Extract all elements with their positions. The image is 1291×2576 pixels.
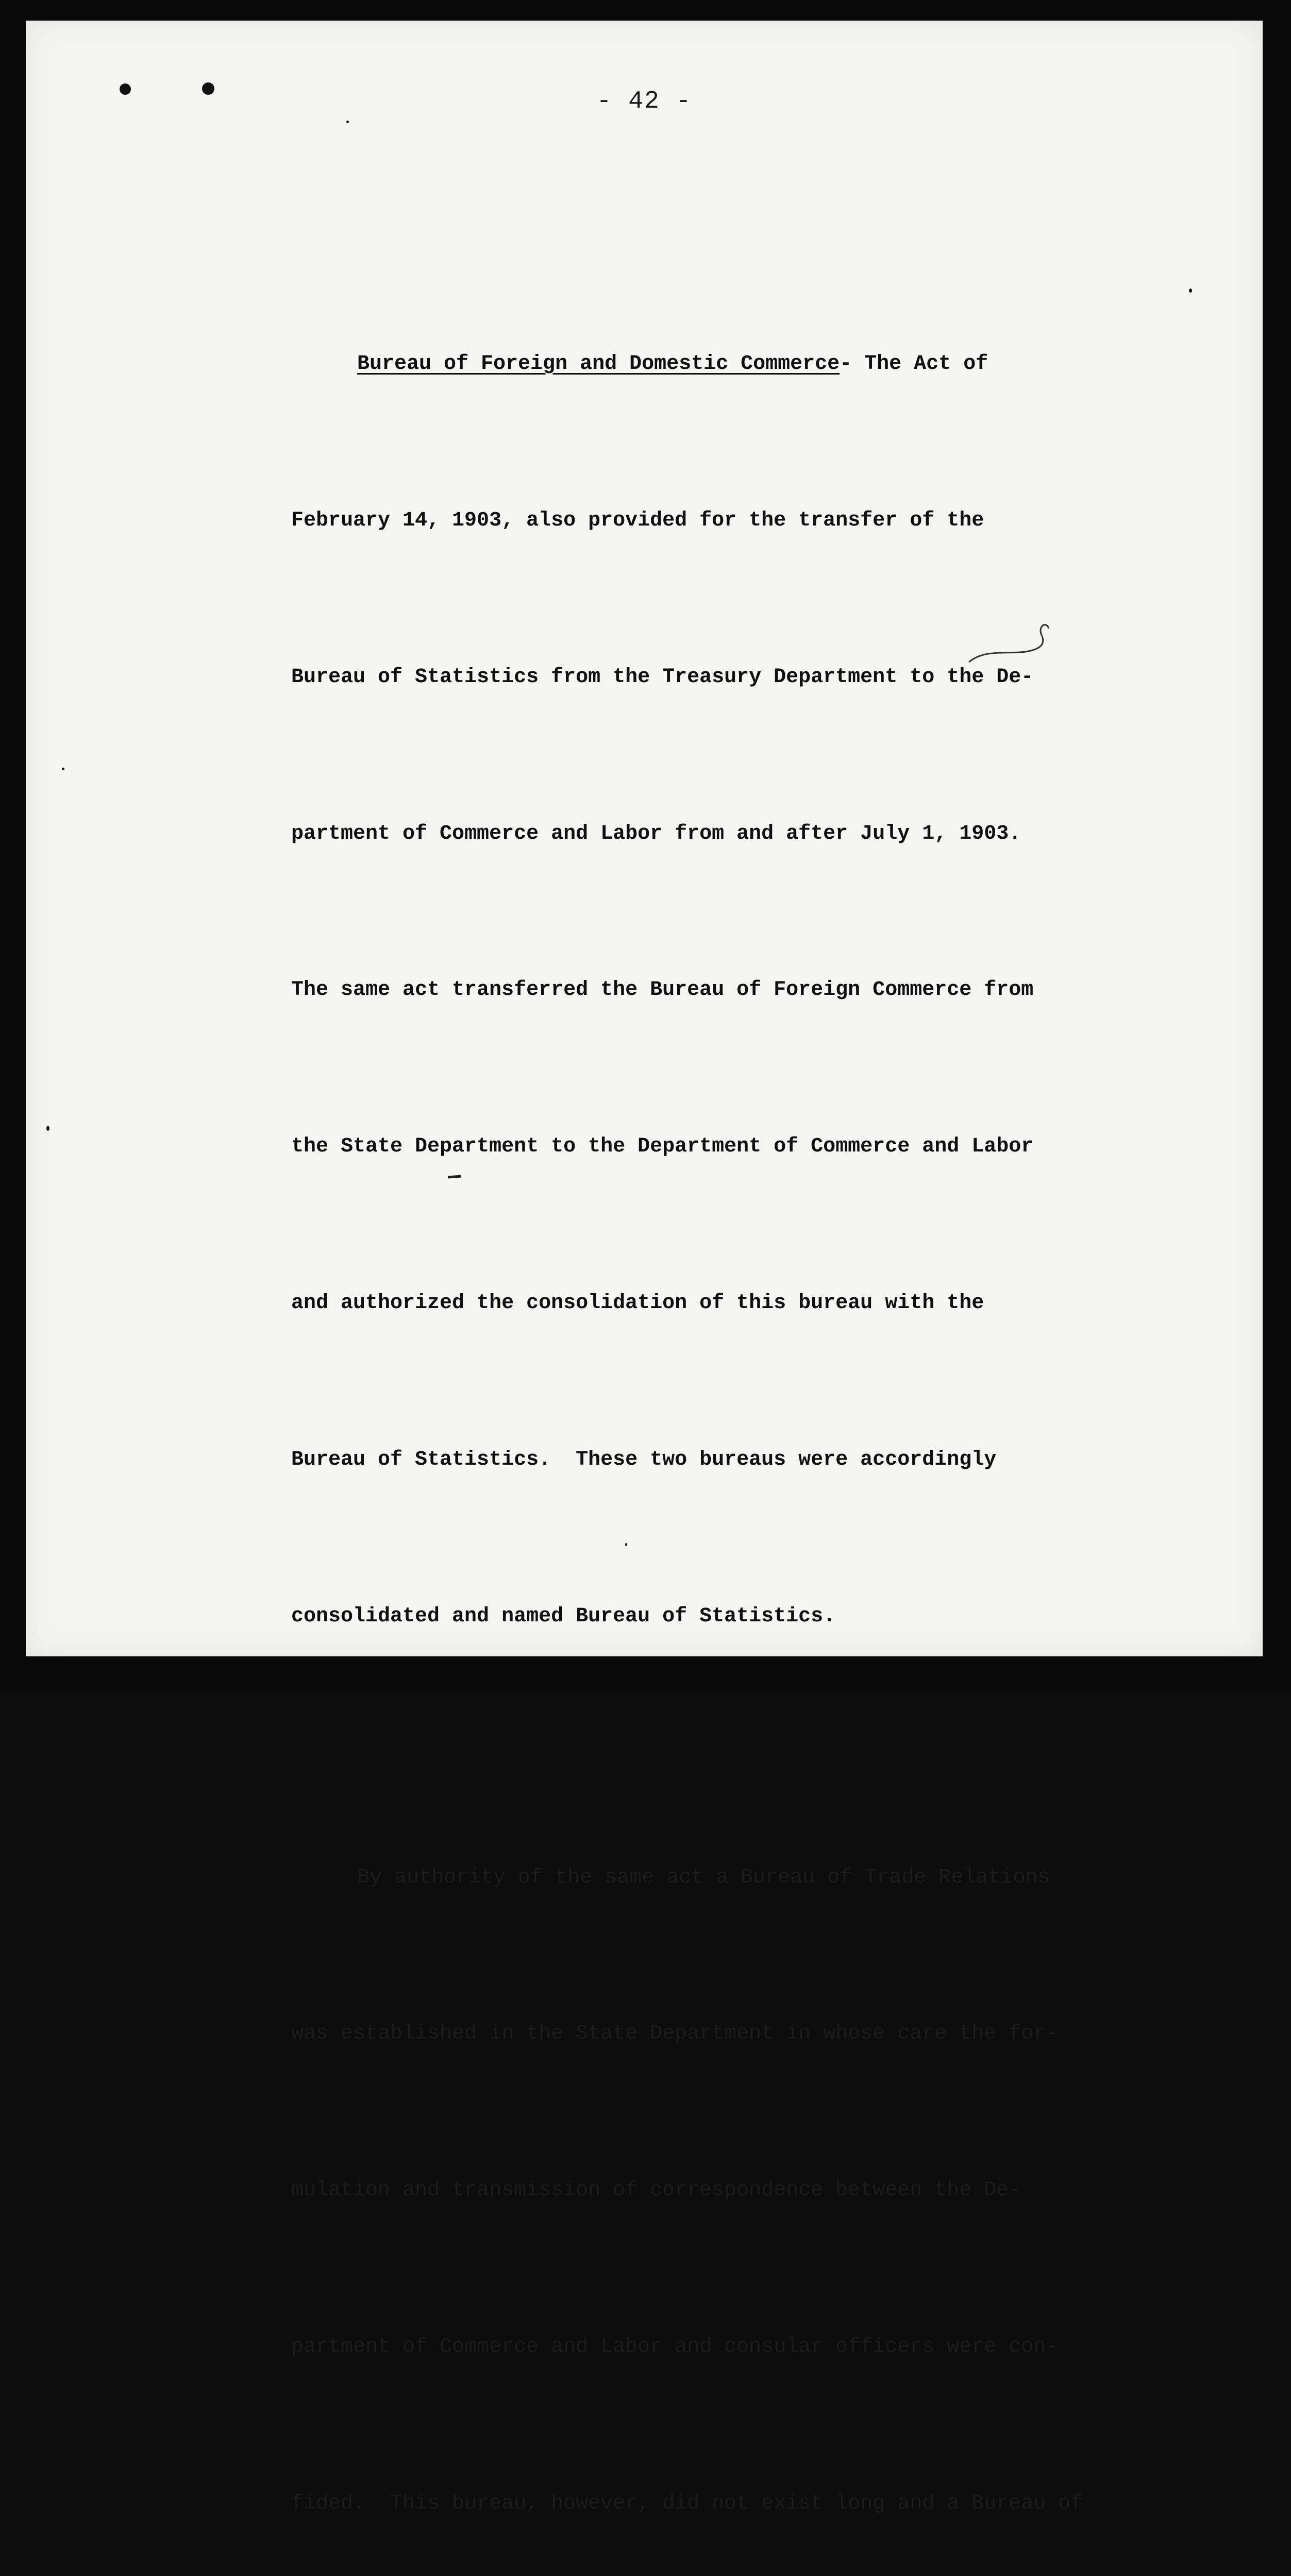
paragraph-1-line-7: and authorized the consolidation of this bureau with the xyxy=(291,1292,984,1315)
paragraph-1-line-8: Bureau of Statistics. These two bureaus were accordingly xyxy=(291,1448,997,1472)
paragraph-1-line-2: February 14, 1903, also provided for the transfer of the xyxy=(291,509,984,532)
paragraph-2-line-2: was established in the State Department in whose care the for- xyxy=(291,2022,1059,2046)
paragraph-1-line-6: the State Department to the Department of Commerce and Labor xyxy=(291,1135,1034,1159)
speck xyxy=(1189,289,1192,293)
paragraph-1-line-3: Bureau of Statistics from the Treasury Department to the De- xyxy=(291,665,1034,689)
paragraph-1-line-1: Bureau of Foreign and Domestic Commerce- The Act of xyxy=(357,352,988,376)
paragraph-2-line-1: By authority of the same act a Bureau of Trade Relations xyxy=(357,1866,1050,1889)
paragraph-1-line-4: partment of Commerce and Labor from and after July 1, 1903. xyxy=(291,822,1021,845)
speck xyxy=(346,121,349,123)
paragraph-2-line-4: partment of Commerce and Labor and consular officers were con- xyxy=(291,2335,1059,2359)
section-heading-bureau-foreign-domestic-commerce: Bureau of Foreign and Domestic Commerce xyxy=(357,352,840,376)
paragraph-2-line-3: mulation and transmission of correspondence between the De- xyxy=(291,2179,1021,2202)
speck xyxy=(46,1126,49,1131)
paragraph-2-line-5: fided. This bureau, however, did not exist long and a Bureau of xyxy=(291,2492,1083,2516)
paragraph-1-line-9: consolidated and named Bureau of Statistics. xyxy=(291,1605,836,1629)
page-number: - 42 - xyxy=(596,88,692,115)
speck xyxy=(62,768,64,770)
paragraph-1-line-5: The same act transferred the Bureau of Foreign Commerce from xyxy=(291,978,1034,1002)
document-body xyxy=(291,181,1167,2576)
